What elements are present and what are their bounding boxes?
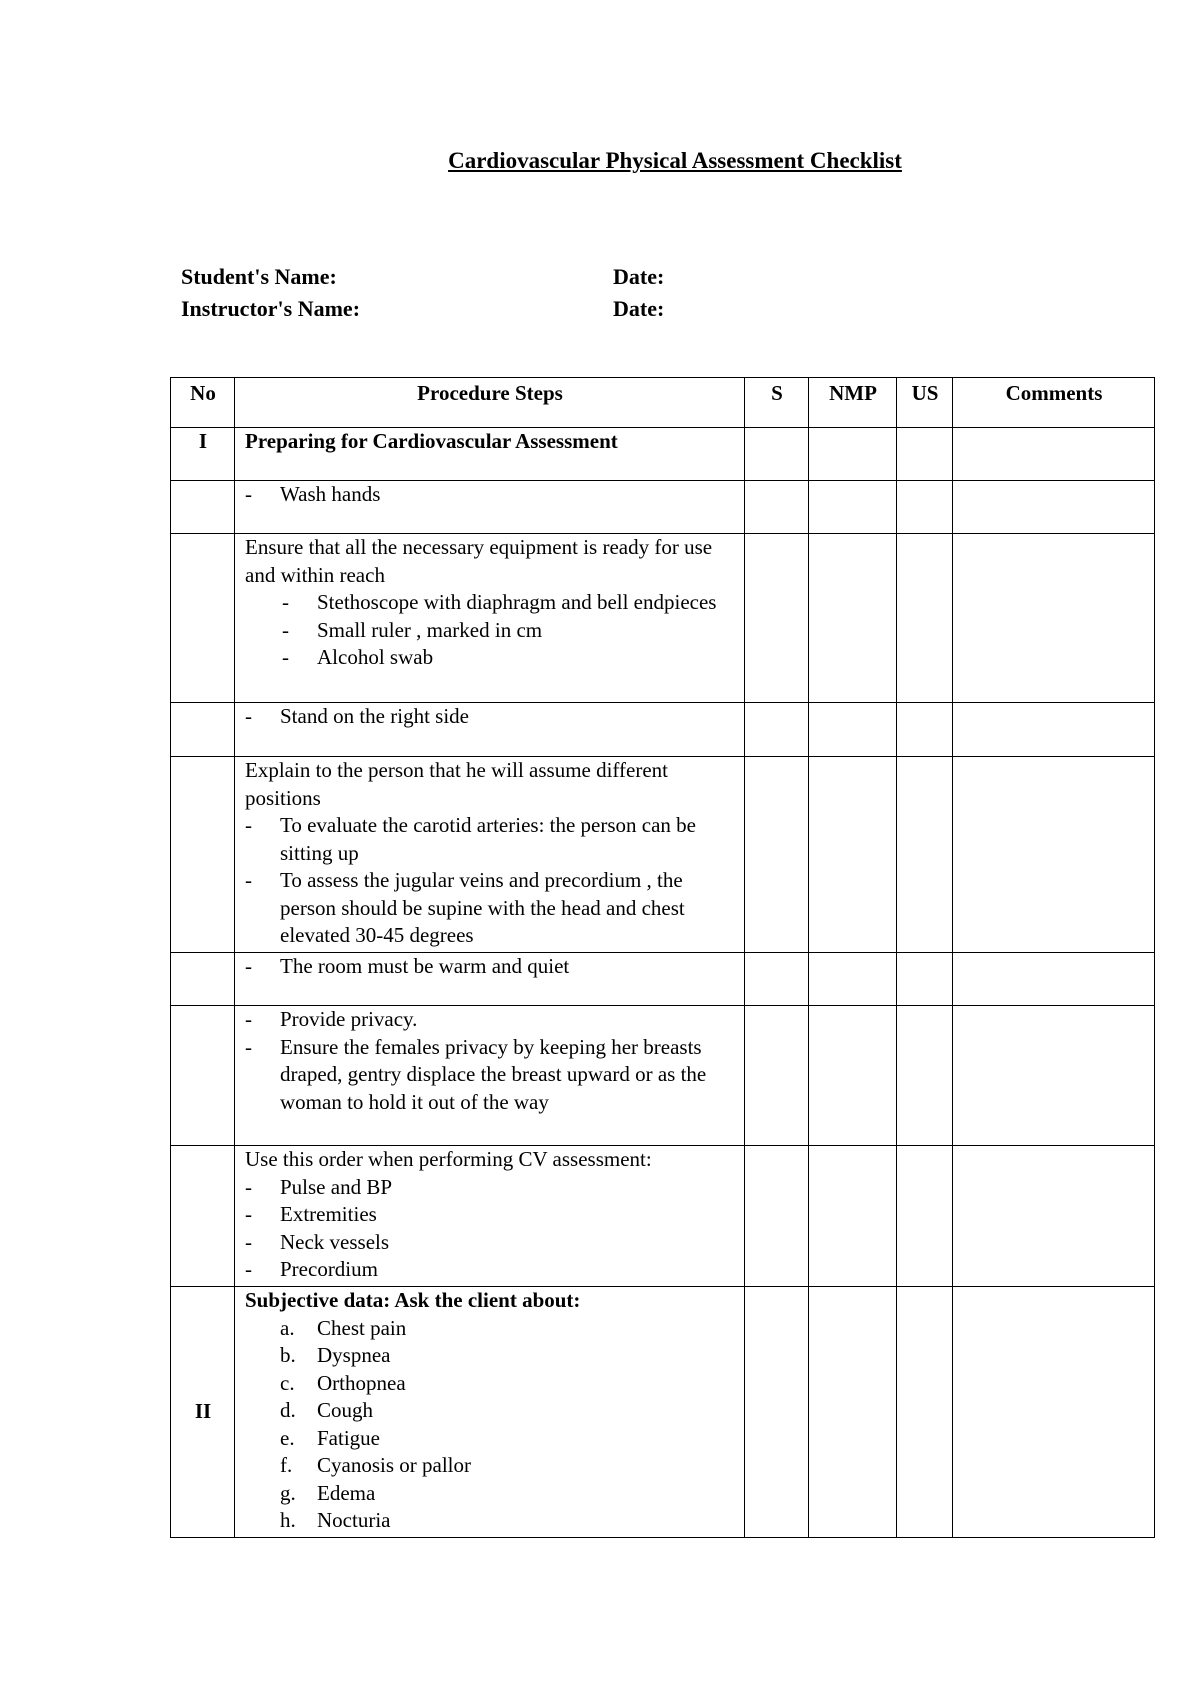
row-number (171, 481, 235, 534)
row-number (171, 757, 235, 953)
list-item: - Wash hands (245, 482, 381, 506)
comments-cell[interactable] (953, 1006, 1155, 1146)
instructor-name-label: Instructor's Name: (181, 296, 361, 321)
table-row (171, 1287, 1155, 1538)
list-item: - Ensure the females privacy by keeping her breasts draped, gentry displace the breast upward or as the woman to hold it out of the way (245, 1034, 707, 1114)
nmp-cell[interactable] (809, 953, 897, 1006)
us-cell[interactable] (897, 1006, 953, 1146)
row-number (171, 1146, 235, 1287)
row-number: I (171, 428, 235, 481)
student-date-label: Date: (613, 264, 665, 289)
us-cell[interactable] (897, 428, 953, 481)
list-item: - To assess the jugular veins and precordium , the person should be supine with the head and chest elevated 30-45 degrees (245, 868, 685, 947)
procedure-cell (235, 1146, 745, 1287)
list-item: f. Cyanosis or pallor (280, 1453, 471, 1477)
s-cell[interactable] (745, 953, 809, 1006)
table-row (171, 953, 1155, 1006)
list-item: a. Chest pain (280, 1315, 407, 1340)
procedure-cell (235, 428, 745, 481)
comments-cell[interactable] (953, 1287, 1155, 1538)
student-name-label: Student's Name: (181, 264, 337, 289)
list-item: - Pulse and BP (245, 1174, 393, 1199)
s-cell[interactable] (745, 481, 809, 534)
row-number (171, 534, 235, 703)
procedure-cell (235, 1287, 745, 1538)
list-item: c. Orthopnea (280, 1370, 406, 1395)
us-cell[interactable] (897, 757, 953, 953)
table-row (171, 1146, 1155, 1287)
list-item: - Extremities (245, 1202, 377, 1226)
procedure-cell (235, 1006, 745, 1146)
step-intro: Explain to the person that he will assume different positions (245, 758, 669, 810)
s-cell[interactable] (745, 428, 809, 481)
list-item: e. Fatigue (280, 1425, 380, 1450)
s-cell[interactable] (745, 1146, 809, 1287)
nmp-cell[interactable] (809, 1146, 897, 1287)
comments-cell[interactable] (953, 757, 1155, 953)
us-cell[interactable] (897, 534, 953, 703)
table-row (171, 481, 1155, 534)
nmp-cell[interactable] (809, 481, 897, 534)
us-cell[interactable] (897, 1287, 953, 1538)
procedure-cell (235, 757, 745, 953)
header-s: S (745, 378, 809, 428)
step-intro: Use this order when performing CV assessment: (245, 1147, 652, 1171)
list-item: - Neck vessels (245, 1229, 390, 1254)
list-item: - To evaluate the carotid arteries: the person can be sitting up (245, 813, 697, 865)
comments-cell[interactable] (953, 534, 1155, 703)
header-us: US (897, 378, 953, 428)
comments-cell[interactable] (953, 953, 1155, 1006)
section-heading: Subjective data: Ask the client about: (245, 1288, 581, 1312)
header-nmp: NMP (809, 378, 897, 428)
table-row (171, 757, 1155, 953)
comments-cell[interactable] (953, 481, 1155, 534)
list-item: b. Dyspnea (280, 1343, 391, 1367)
table-row (171, 1006, 1155, 1146)
header-no: No (171, 378, 235, 428)
nmp-cell[interactable] (809, 428, 897, 481)
step-intro: Ensure that all the necessary equipment is ready for use and within reach (245, 535, 713, 587)
table-row (171, 428, 1155, 481)
list-item: - Small ruler , marked in cm (282, 617, 543, 642)
comments-cell[interactable] (953, 703, 1155, 757)
row-number (171, 703, 235, 757)
row-number (171, 953, 235, 1006)
row-number: II (171, 1287, 235, 1538)
procedure-cell (235, 534, 745, 703)
header-procedure-steps: Procedure Steps (235, 378, 745, 428)
nmp-cell[interactable] (809, 1287, 897, 1538)
s-cell[interactable] (745, 703, 809, 757)
procedure-cell (235, 953, 745, 1006)
comments-cell[interactable] (953, 428, 1155, 481)
procedure-cell (235, 481, 745, 534)
checklist-table (170, 377, 1155, 1538)
s-cell[interactable] (745, 534, 809, 703)
list-item: - Alcohol swab (282, 645, 434, 669)
s-cell[interactable] (745, 757, 809, 953)
list-item: - Provide privacy. (245, 1007, 418, 1031)
nmp-cell[interactable] (809, 757, 897, 953)
list-item: - Stand on the right side (245, 704, 469, 728)
list-item: - Precordium (245, 1257, 378, 1281)
row-number (171, 1006, 235, 1146)
comments-cell[interactable] (953, 1146, 1155, 1287)
section-heading: Preparing for Cardiovascular Assessment (245, 429, 618, 453)
us-cell[interactable] (897, 703, 953, 757)
header-comments: Comments (953, 378, 1155, 428)
instructor-date-label: Date: (613, 296, 665, 321)
list-item: d. Cough (280, 1398, 374, 1422)
us-cell[interactable] (897, 1146, 953, 1287)
nmp-cell[interactable] (809, 1006, 897, 1146)
page-title: Cardiovascular Physical Assessment Checklist (448, 148, 902, 173)
s-cell[interactable] (745, 1006, 809, 1146)
nmp-cell[interactable] (809, 703, 897, 757)
list-item: - The room must be warm and quiet (245, 954, 570, 978)
table-header-row (171, 378, 1155, 428)
procedure-cell (235, 703, 745, 757)
us-cell[interactable] (897, 953, 953, 1006)
list-item: h. Nocturia (280, 1508, 391, 1532)
nmp-cell[interactable] (809, 534, 897, 703)
s-cell[interactable] (745, 1287, 809, 1538)
list-item: - Stethoscope with diaphragm and bell endpieces (282, 590, 717, 614)
list-item: g. Edema (280, 1480, 376, 1505)
table-row (171, 703, 1155, 757)
table-row (171, 534, 1155, 703)
us-cell[interactable] (897, 481, 953, 534)
